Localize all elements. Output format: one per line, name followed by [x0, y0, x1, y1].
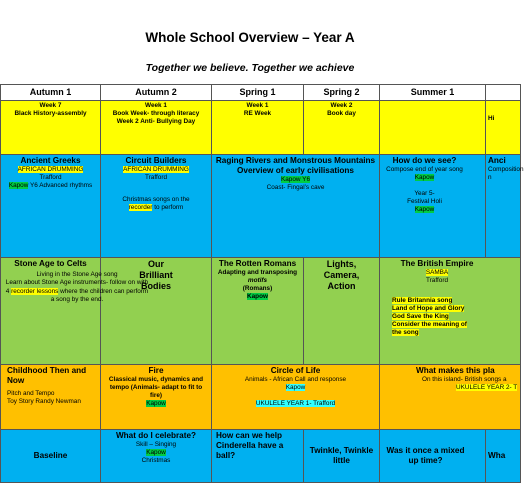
- event-line: Book Week- through literacy: [112, 110, 200, 117]
- term-spring2: Spring 2: [304, 85, 380, 101]
- term-summer1: Summer 1: [380, 85, 486, 101]
- topic-title: Our Brilliant Bodies: [139, 259, 173, 291]
- cell-lights-camera: [304, 258, 380, 365]
- recorder-tag: recorder: [128, 203, 153, 211]
- term-autumn2: Autumn 2: [101, 85, 212, 101]
- topic-subtitle: Overview of early civilisations: [237, 165, 354, 175]
- cell-circuit-builders: [101, 155, 212, 258]
- cell-circle-of-life: [212, 365, 380, 430]
- topic-title: Childhood Then and Now: [7, 366, 87, 385]
- event-line: Book day: [327, 110, 356, 117]
- cell-cinderella: [212, 430, 304, 483]
- kapow-tag: Kapow: [414, 205, 435, 213]
- activity-label: Christmas: [141, 456, 171, 464]
- cell-twinkle: [304, 430, 380, 483]
- song-label: Consider the meaning of the song: [392, 320, 467, 336]
- activity-label: Year 5-: [414, 189, 435, 197]
- event-line: Week 1: [145, 102, 167, 109]
- term-autumn1: Autumn 1: [1, 85, 101, 101]
- activity-label: Skill – Singing: [135, 440, 177, 448]
- topic-title: The British Empire: [400, 259, 474, 268]
- topic-title: What makes this pla: [416, 366, 495, 375]
- cell-summer2-topic: [486, 155, 524, 258]
- kapow-tag: Kapow: [247, 292, 268, 300]
- cell-ancient-greeks: [1, 155, 101, 258]
- activity-label: Coast- Fingal’s cave: [266, 183, 325, 191]
- activity-label: Trafford: [425, 276, 449, 284]
- topic-title: Ancient Greeks: [20, 156, 81, 165]
- activity-label: Y6 Advanced rhythms: [28, 181, 93, 189]
- activity-label: On this island- British songs a: [422, 375, 507, 383]
- topic-title: How can we help Cinderella have a ball?: [216, 431, 284, 460]
- cell-childhood: [1, 365, 101, 430]
- activity-label: Pitch and Tempo: [7, 389, 55, 397]
- topic-title: Lights, Camera, Action: [323, 259, 360, 291]
- events-autumn1: [1, 101, 101, 155]
- topic-title: Baseline: [33, 451, 68, 461]
- activity-label: Animals - African Call and response: [244, 375, 347, 383]
- kapow-tag: Kapow: [8, 181, 29, 189]
- topic-row-4: [1, 430, 521, 483]
- cell-how-do-we-see: [380, 155, 486, 258]
- events-summer2: [486, 101, 521, 155]
- activity-label: (Romans): [242, 284, 273, 292]
- event-line: Week 2: [330, 102, 353, 109]
- activity-label: to perform: [152, 203, 184, 211]
- activity-label: Toy Story Randy Newman: [7, 397, 81, 405]
- topic-title: The Rotten Romans: [218, 259, 297, 268]
- activity-label: where the children can perform a song by the end.: [50, 287, 149, 303]
- events-autumn2: [101, 101, 212, 155]
- event-line: Black History-assembly: [14, 110, 87, 117]
- kapow-tag: Kapow Y6: [280, 175, 311, 183]
- kapow-tag: Kapow: [285, 383, 306, 391]
- activity-label: motifs: [247, 276, 268, 284]
- page-subtitle: Together we believe. Together we achieve: [145, 62, 355, 74]
- activity-label: AFRICAN DRUMMING: [123, 165, 189, 173]
- activity-label: Trafford: [39, 173, 62, 181]
- topic-title: Raging Rivers and Monstrous Mountains: [215, 156, 376, 165]
- topic-row-3: [1, 365, 521, 430]
- cell-rotten-romans: [212, 258, 304, 365]
- topic-title: Circle of Life: [270, 366, 321, 375]
- activity-label: Compose end of year song: [386, 165, 463, 173]
- activity-label: Christmas songs on the: [122, 195, 190, 203]
- samba-tag: SAMBA: [425, 268, 449, 276]
- event-line: Week 7: [39, 102, 62, 109]
- topic-title: Stone Age to Celts: [14, 259, 87, 268]
- events-summer1: [380, 101, 486, 155]
- term-summer2: [486, 85, 521, 101]
- topic-title: Circuit Builders: [125, 156, 187, 165]
- event-line: Week 1: [246, 102, 269, 109]
- kapow-tag: Kapow: [146, 399, 166, 407]
- activity-label: Festival Holi: [407, 197, 442, 205]
- event-line: Hi: [488, 115, 495, 122]
- cell-fire: [101, 365, 212, 430]
- cell-raging-rivers: [212, 155, 380, 258]
- activity-label: Adapting and transposing: [217, 268, 298, 276]
- activity-label: AFRICAN DRUMMING: [17, 165, 84, 173]
- cell-british-empire: [380, 258, 521, 365]
- kapow-tag: Kapow: [146, 448, 166, 456]
- kapow-tag: Kapow: [414, 173, 435, 181]
- activity-label: Living in the Stone Age song: [36, 271, 118, 278]
- event-line: RE Week: [243, 110, 272, 117]
- term-spring1: Spring 1: [212, 85, 304, 101]
- activity-label: Learn about Stone Age instruments- follow on with 4: [5, 279, 149, 295]
- events-spring2: [304, 101, 380, 155]
- cell-what-do-i-celebrate: [101, 430, 212, 483]
- topic-title: What do I celebrate?: [115, 431, 197, 440]
- page-title: Whole School Overview – Year A: [145, 30, 355, 45]
- term-header-row: [1, 85, 521, 101]
- stone-age-description: [4, 271, 150, 304]
- topic-title: Anci: [488, 156, 506, 165]
- topic-title: How do we see?: [392, 156, 457, 165]
- activity-label: Trafford: [144, 173, 168, 181]
- topic-title: Was it once a mixed up time?: [386, 446, 465, 465]
- cell-what-makes-this-place: [380, 365, 521, 430]
- song-label: Land of Hope and Glory: [392, 304, 465, 312]
- topic-title: Wha: [488, 451, 506, 461]
- recorder-tag: recorder lessons: [11, 287, 59, 295]
- ukulele-tag: UKULELE YEAR 1- Trafford: [255, 399, 336, 407]
- cell-summer2-bottom: [486, 430, 521, 483]
- topic-row-1: [1, 155, 521, 258]
- events-row: [1, 101, 521, 155]
- cell-mixed-up-time: [380, 430, 486, 483]
- events-spring1: [212, 101, 304, 155]
- topic-title: Fire: [148, 366, 164, 375]
- cell-baseline: [1, 430, 101, 483]
- activity-label: Classical music, dynamics and tempo (Animals- adapt to fit to fire): [108, 375, 204, 399]
- song-label: God Save the King: [392, 312, 449, 320]
- activity-label: Composition n: [488, 165, 524, 181]
- topic-title: Twinkle, Twinkle little: [309, 446, 374, 465]
- event-line: Week 2 Anti- Bullying Day: [116, 118, 196, 125]
- song-label: Rule Britannia song: [392, 296, 453, 304]
- ukulele-tag: UKULELE YEAR 2- T: [456, 383, 518, 391]
